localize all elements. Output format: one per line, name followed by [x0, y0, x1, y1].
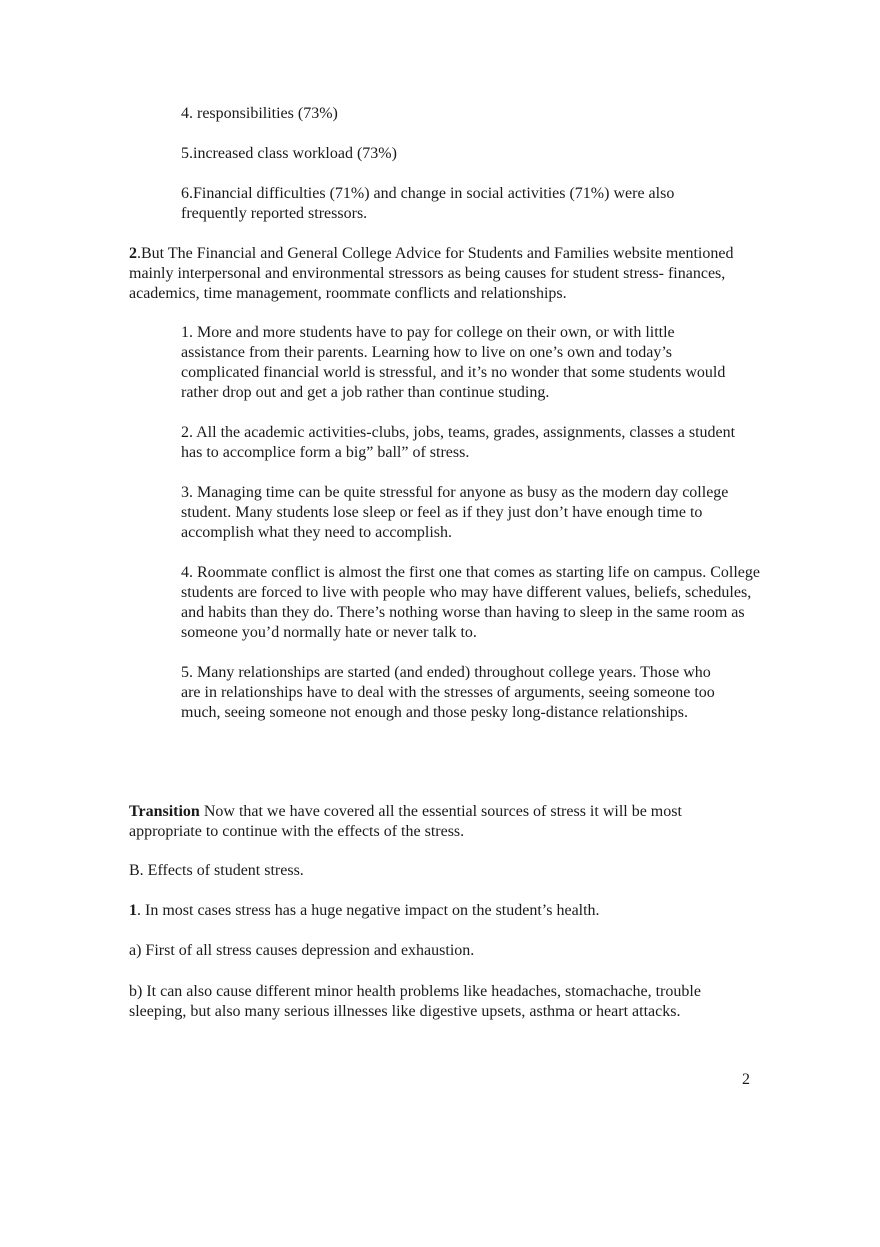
- list-item-financial-difficulties: 6.Financial difficulties (71%) and change in social activities (71%) were also frequently reported stressors.: [181, 185, 675, 222]
- effects-point-1-number: 1: [129, 902, 137, 919]
- stressor-academics: 2. All the academic activities-clubs, jobs, teams, grades, assignments, classes a student has to accomplice form a big” ball” of stress.: [181, 424, 736, 461]
- transition-text: Now that we have covered all the essential sources of stress it will be most appropriate to continue with the effects of the stress.: [129, 803, 682, 840]
- list-item-responsibilities: 4. responsibilities (73%): [181, 105, 338, 122]
- stressor-relationships: 5. Many relationships are started (and ended) throughout college years. Those who are in relationships have to deal with the stresses of arguments, seeing someone too much, seeing someone not enough and those pesky long-distance relationships.: [181, 664, 715, 721]
- effects-point-1: [129, 901, 754, 921]
- effect-b: b) It can also cause different minor health problems like headaches, stomachache, trouble sleeping, but also many serious illnesses like digestive upsets, asthma or heart attacks.: [129, 983, 701, 1020]
- section-b-heading: B. Effects of student stress.: [129, 862, 304, 879]
- list-item-class-workload: 5.increased class workload (73%): [181, 145, 397, 162]
- page-number: 2: [742, 1071, 750, 1088]
- transition-paragraph: [129, 802, 744, 842]
- transition-label: Transition: [129, 803, 200, 820]
- point-2-number: 2: [129, 245, 137, 262]
- effect-a: a) First of all stress causes depression and exhaustion.: [129, 942, 475, 959]
- stressor-roommate-conflicts: 4. Roommate conflict is almost the first one that comes as starting life on campus. College students are forced to live with people who may have different values, beliefs, schedules, and habits than they do. There’s nothing worse than having to sleep in the same room as someone you’d normally hate or never talk to.: [181, 564, 760, 641]
- stressor-time-management: 3. Managing time can be quite stressful for anyone as busy as the modern day college student. Many students lose sleep or feel as if they just don’t have enough time to accomplish what they need to accomplish.: [181, 484, 729, 541]
- point-2-text: .But The Financial and General College Advice for Students and Families website mentioned mainly interpersonal and environmental stressors as being causes for student stress- finances, academics, time management, roommate conflicts and relationships.: [129, 245, 734, 302]
- stressor-finances: 1. More and more students have to pay for college on their own, or with little assistance from their parents. Learning how to live on one’s own and today’s complicated financial world is stressful, and it’s no wonder that some students would rather drop out and get a job rather than continue studing.: [181, 324, 726, 401]
- point-2-paragraph: [129, 244, 749, 304]
- effects-point-1-text: . In most cases stress has a huge negative impact on the student’s health.: [137, 902, 600, 919]
